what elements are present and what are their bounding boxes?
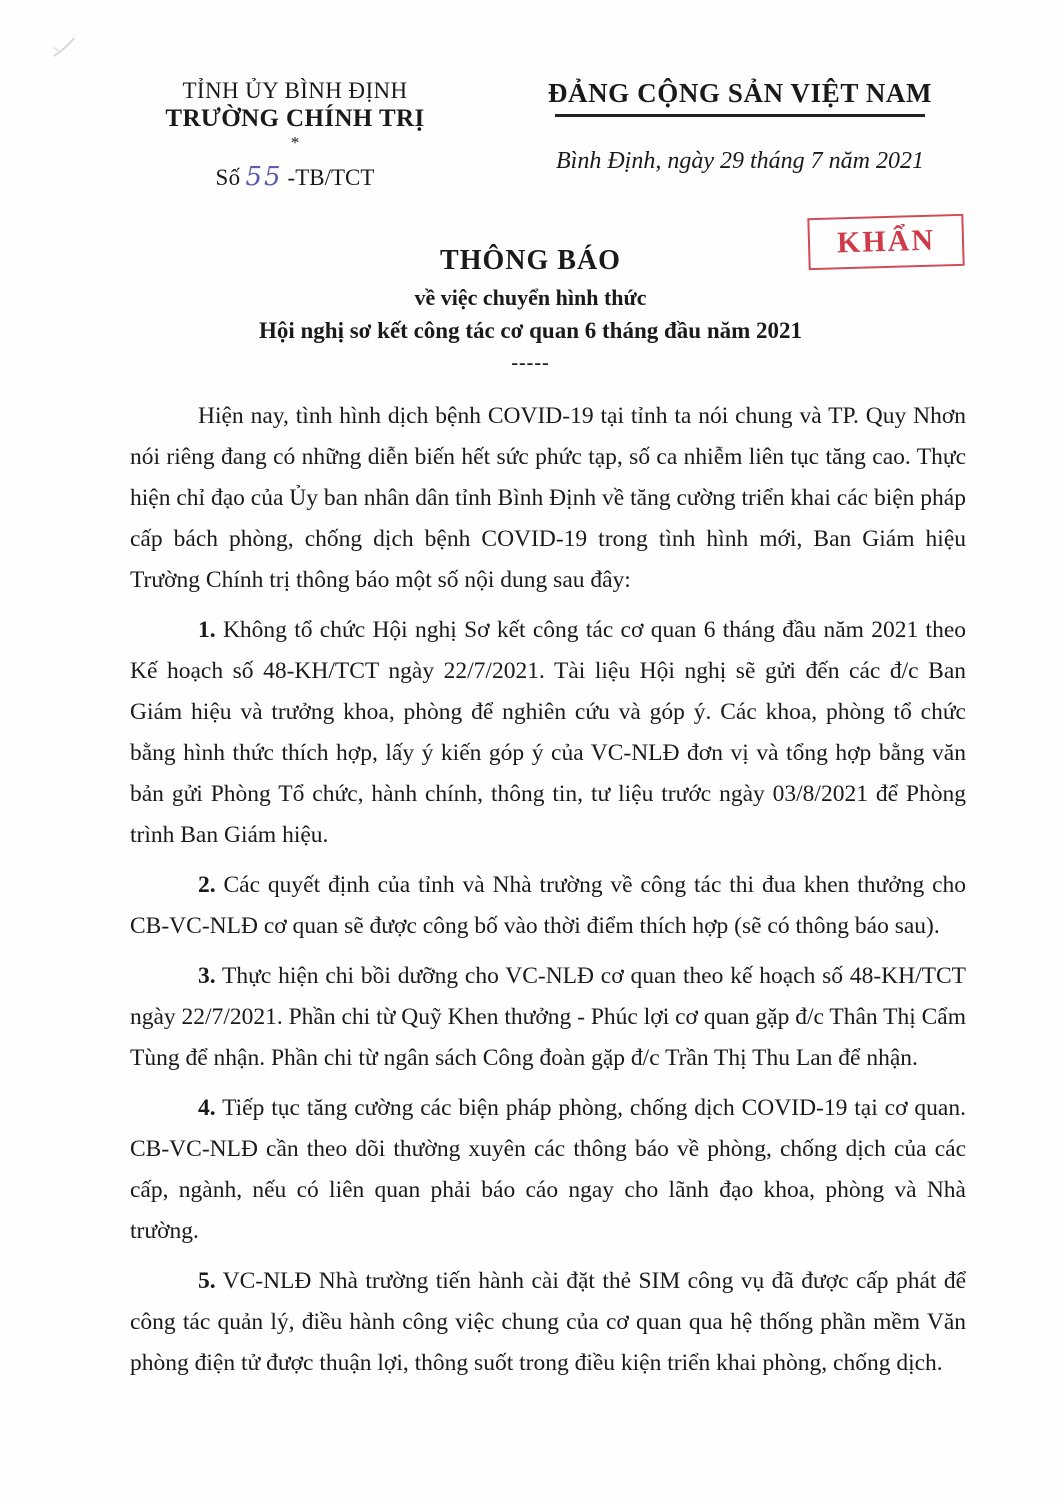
school-name-line: TRƯỜNG CHÍNH TRỊ: [165, 104, 425, 132]
item-5-number: 5.: [198, 1268, 216, 1294]
item-1-number: 1.: [198, 617, 216, 643]
scan-artifact-mark: [52, 34, 86, 60]
item-1-text: Không tổ chức Hội nghị Sơ kết công tác cơ quan 6 tháng đầu năm 2021 theo Kế hoạch số 48-KH/TCT ngày 22/7/2021. Tài liệu Hội nghị sẽ gửi đến các đ/c Ban Giám hiệu và trưởng khoa, phòng để nghiên cứu và góp ý. Các khoa, phòng tổ chức bằng hình thức thích hợp, lấy ý kiến góp ý của VC-NLĐ đơn vị và tổng hợp bằng văn bản gửi Phòng Tổ chức, hành chính, thông tin, tư liệu trước ngày 03/8/2021 để Phòng trình Ban Giám hiệu.: [130, 617, 967, 848]
title-dash-separator: -----: [511, 352, 550, 375]
item-3-text: Thực hiện chi bồi dưỡng cho VC-NLĐ cơ quan theo kế hoạch số 48-KH/TCT ngày 22/7/2021. Phần chi từ Quỹ Khen thưởng - Phúc lợi cơ quan gặp đ/c Thân Thị Cẩm Tùng để nhận. Phần chi từ ngân sách Công đoàn gặp đ/c Trần Thị Thu Lan để nhận.: [130, 963, 966, 1071]
document-title-block: [0, 243, 1061, 375]
issuing-authority-block: [120, 78, 470, 192]
document-number-suffix: -TB/TCT: [287, 164, 375, 190]
document-body: [130, 396, 966, 1393]
asterisk-separator: *: [290, 133, 300, 153]
item-4-text: Tiếp tục tăng cường các biện pháp phòng, chống dịch COVID-19 tại cơ quan. CB-VC-NLĐ cần theo dõi thường xuyên các thông báo về phòng, chống dịch của các cấp, ngành, nếu có liên quan phải báo cáo ngay cho lãnh đạo khoa, phòng và Nhà trường.: [130, 1095, 966, 1244]
numbered-item-1: [130, 610, 966, 856]
document-number-label: Số: [215, 164, 241, 190]
item-5-text: VC-NLĐ Nhà trường tiến hành cài đặt thẻ SIM công vụ đã được cấp phát để công tác quản lý, điều hành công việc chung của cơ quan qua hệ thống phần mềm Văn phòng điện tử được thuận lợi, thông suốt trong điều kiện triển khai phòng, chống dịch.: [130, 1268, 966, 1376]
numbered-item-2: [130, 865, 966, 947]
item-2-number: 2.: [198, 872, 216, 898]
document-number-handwritten-value: 55: [245, 161, 283, 192]
item-2-text: Các quyết định của tỉnh và Nhà trường về công tác thi đua khen thưởng cho CB-VC-NLĐ cơ quan sẽ được công bố vào thời điểm thích hợp (sẽ có thông báo sau).: [130, 872, 967, 939]
province-party-committee-line: TỈNH ỦY BÌNH ĐỊNH: [182, 78, 408, 103]
numbered-item-4: [130, 1088, 966, 1252]
document-subtitle-line-1: về việc chuyển hình thức: [414, 285, 647, 310]
national-title: ĐẢNG CỘNG SẢN VIỆT NAM: [547, 78, 933, 108]
intro-paragraph: Hiện nay, tình hình dịch bệnh COVID-19 tại tỉnh ta nói chung và TP. Quy Nhơn nói riêng đang có những diễn biến hết sức phức tạp, số ca nhiễm liên tục tăng cao. Thực hiện chỉ đạo của Ủy ban nhân dân tỉnh Bình Định về tăng cường triển khai các biện pháp cấp bách phòng, chống dịch bệnh COVID-19 trong tình hình mới, Ban Giám hiệu Trường Chính trị thông báo một số nội dung sau đây:: [130, 403, 966, 593]
document-type-title: THÔNG BÁO: [440, 245, 621, 276]
place-and-date: Bình Định, ngày 29 tháng 7 năm 2021: [556, 148, 924, 174]
item-4-number: 4.: [198, 1095, 216, 1121]
national-heading-block: [460, 78, 1020, 175]
numbered-item-3: [130, 956, 966, 1079]
item-3-number: 3.: [198, 963, 216, 989]
urgent-stamp-label: KHẨN: [836, 223, 936, 260]
document-header: [0, 78, 1061, 208]
numbered-item-5: [130, 1261, 966, 1384]
document-number-line: [120, 162, 470, 192]
national-title-underline: [555, 114, 925, 117]
document-subtitle-line-2: Hội nghị sơ kết công tác cơ quan 6 tháng đầu năm 2021: [258, 317, 803, 343]
